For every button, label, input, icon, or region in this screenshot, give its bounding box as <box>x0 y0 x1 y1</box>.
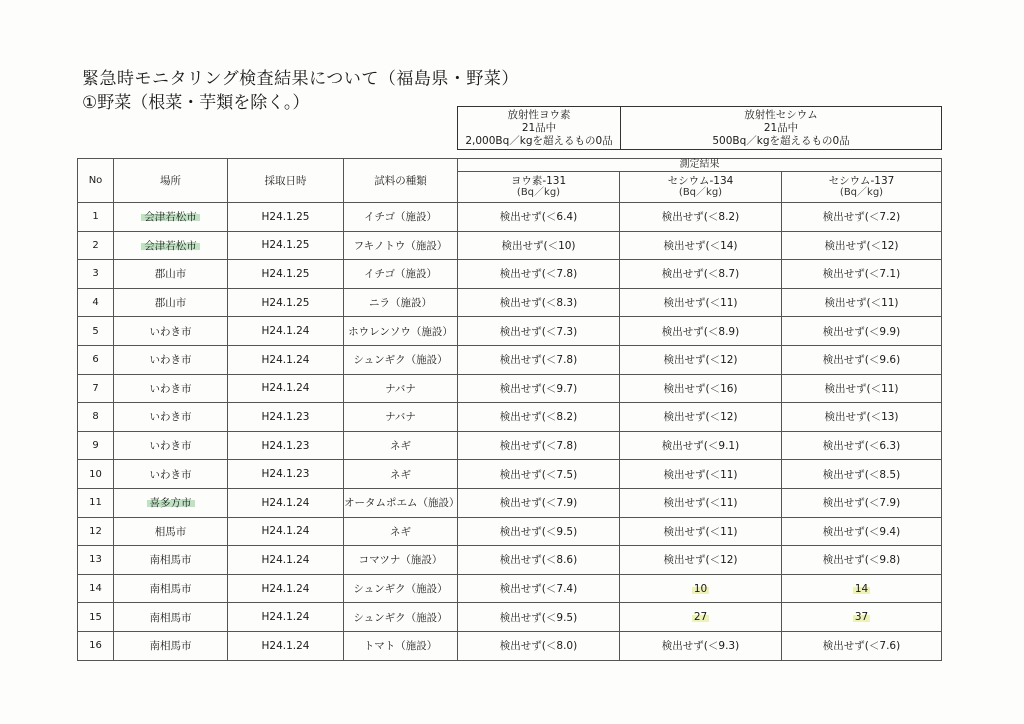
cell-i131: 検出せず(＜8.2) <box>458 403 620 432</box>
summary-box <box>457 106 942 150</box>
header-i131 <box>458 172 620 203</box>
summary-cesium-note: 500Bq／kgを超えるもの0品 <box>712 135 850 147</box>
cell-date: H24.1.24 <box>228 374 344 403</box>
cell-sample: ホウレンソウ（施設） <box>344 317 458 346</box>
page-subtitle: ①野菜（根菜・芋類を除く。） <box>82 93 310 113</box>
table-row <box>78 488 942 517</box>
cell-cs134: 検出せず(＜11) <box>620 517 782 546</box>
cell-location <box>114 231 228 260</box>
cell-cs134: 検出せず(＜9.1) <box>620 431 782 460</box>
cell-date: H24.1.24 <box>228 517 344 546</box>
cell-date: H24.1.24 <box>228 488 344 517</box>
table-row <box>78 260 942 289</box>
cell-sample: シュンギク（施設） <box>344 603 458 632</box>
cell-sample: イチゴ（施設） <box>344 260 458 289</box>
header-cs137-unit: (Bq／kg) <box>839 187 884 198</box>
location-text: 会津若松市 <box>141 211 200 223</box>
cell-cs137: 検出せず(＜7.1) <box>782 260 942 289</box>
table-row <box>78 431 942 460</box>
cell-date: H24.1.23 <box>228 403 344 432</box>
cell-cs134: 検出せず(＜8.2) <box>620 203 782 232</box>
cell-cs137: 検出せず(＜8.5) <box>782 460 942 489</box>
header-i131-label: ヨウ素-131 <box>510 175 567 187</box>
table-row <box>78 546 942 575</box>
cell-sample: オータムポエム（施設） <box>344 488 458 517</box>
cell-cs134: 検出せず(＜11) <box>620 288 782 317</box>
cell-cs134: 検出せず(＜12) <box>620 403 782 432</box>
cell-no: 13 <box>78 546 114 575</box>
cell-sample: ナバナ <box>344 403 458 432</box>
cell-cs137: 検出せず(＜11) <box>782 374 942 403</box>
cell-date: H24.1.24 <box>228 317 344 346</box>
cell-i131: 検出せず(＜10) <box>458 231 620 260</box>
cell-location <box>114 203 228 232</box>
cell-no: 3 <box>78 260 114 289</box>
summary-iodine <box>458 107 621 149</box>
cell-no: 16 <box>78 631 114 660</box>
table-row <box>78 574 942 603</box>
cell-location: 南相馬市 <box>114 603 228 632</box>
cell-sample: トマト（施設） <box>344 631 458 660</box>
cell-i131: 検出せず(＜7.8) <box>458 431 620 460</box>
cell-cs134 <box>620 574 782 603</box>
cell-date: H24.1.24 <box>228 631 344 660</box>
cell-cs134: 検出せず(＜11) <box>620 488 782 517</box>
cell-no: 5 <box>78 317 114 346</box>
cell-sample: コマツナ（施設） <box>344 546 458 575</box>
table-row <box>78 288 942 317</box>
page-title: 緊急時モニタリング検査結果について（福島県・野菜） <box>82 69 519 89</box>
table-row <box>78 345 942 374</box>
cell-date: H24.1.25 <box>228 260 344 289</box>
table-row <box>78 603 942 632</box>
cell-no: 8 <box>78 403 114 432</box>
cell-location: いわき市 <box>114 431 228 460</box>
cell-i131: 検出せず(＜8.3) <box>458 288 620 317</box>
cell-i131: 検出せず(＜8.6) <box>458 546 620 575</box>
cell-cs134 <box>620 603 782 632</box>
cell-date: H24.1.23 <box>228 460 344 489</box>
summary-cesium-label: 放射性セシウム <box>744 109 818 121</box>
header-cs137 <box>782 172 942 203</box>
cell-cs137: 検出せず(＜9.8) <box>782 546 942 575</box>
cell-cs134: 検出せず(＜12) <box>620 345 782 374</box>
cell-cs137: 検出せず(＜12) <box>782 231 942 260</box>
cell-no: 1 <box>78 203 114 232</box>
cell-i131: 検出せず(＜7.8) <box>458 345 620 374</box>
cell-no: 7 <box>78 374 114 403</box>
cell-sample: イチゴ（施設） <box>344 203 458 232</box>
detected-value: 10 <box>693 582 708 595</box>
cell-date: H24.1.25 <box>228 231 344 260</box>
table-row <box>78 517 942 546</box>
cell-no: 10 <box>78 460 114 489</box>
table-row <box>78 374 942 403</box>
cell-i131: 検出せず(＜9.5) <box>458 517 620 546</box>
location-text: 喜多方市 <box>147 497 195 509</box>
cell-cs137: 検出せず(＜7.9) <box>782 488 942 517</box>
cell-no: 15 <box>78 603 114 632</box>
cell-date: H24.1.25 <box>228 203 344 232</box>
summary-iodine-note: 2,000Bq／kgを超えるもの0品 <box>465 135 613 147</box>
cell-cs134: 検出せず(＜8.7) <box>620 260 782 289</box>
header-results: 測定結果 <box>458 159 942 172</box>
cell-i131: 検出せず(＜7.8) <box>458 260 620 289</box>
cell-location: 南相馬市 <box>114 546 228 575</box>
header-cs134-unit: (Bq／kg) <box>678 187 723 198</box>
summary-cesium <box>621 107 941 149</box>
table-row <box>78 403 942 432</box>
cell-cs137: 検出せず(＜9.6) <box>782 345 942 374</box>
cell-cs137: 検出せず(＜9.4) <box>782 517 942 546</box>
cell-no: 12 <box>78 517 114 546</box>
table-row <box>78 460 942 489</box>
cell-cs137: 検出せず(＜9.9) <box>782 317 942 346</box>
cell-sample: シュンギク（施設） <box>344 345 458 374</box>
cell-date: H24.1.24 <box>228 345 344 374</box>
header-no: No <box>78 159 114 203</box>
cell-sample: ニラ（施設） <box>344 288 458 317</box>
cell-no: 4 <box>78 288 114 317</box>
cell-cs137: 検出せず(＜6.3) <box>782 431 942 460</box>
cell-i131: 検出せず(＜7.3) <box>458 317 620 346</box>
header-cs134 <box>620 172 782 203</box>
cell-i131: 検出せず(＜9.5) <box>458 603 620 632</box>
cell-cs134: 検出せず(＜8.9) <box>620 317 782 346</box>
cell-location: いわき市 <box>114 403 228 432</box>
header-location: 場所 <box>114 159 228 203</box>
cell-date: H24.1.24 <box>228 603 344 632</box>
cell-sample: ネギ <box>344 431 458 460</box>
table-row <box>78 203 942 232</box>
cell-no: 14 <box>78 574 114 603</box>
cell-cs137 <box>782 574 942 603</box>
cell-date: H24.1.23 <box>228 431 344 460</box>
cell-sample: ナバナ <box>344 374 458 403</box>
cell-cs134: 検出せず(＜14) <box>620 231 782 260</box>
header-cs137-label: セシウム-137 <box>828 175 895 187</box>
cell-location: 郡山市 <box>114 288 228 317</box>
cell-no: 9 <box>78 431 114 460</box>
cell-cs137: 検出せず(＜7.6) <box>782 631 942 660</box>
cell-location: いわき市 <box>114 460 228 489</box>
cell-cs137 <box>782 603 942 632</box>
location-text: 会津若松市 <box>141 240 200 252</box>
cell-cs137: 検出せず(＜11) <box>782 288 942 317</box>
cell-cs137: 検出せず(＜13) <box>782 403 942 432</box>
cell-i131: 検出せず(＜7.5) <box>458 460 620 489</box>
cell-cs134: 検出せず(＜11) <box>620 460 782 489</box>
detected-value: 37 <box>854 611 869 624</box>
cell-i131: 検出せず(＜6.4) <box>458 203 620 232</box>
cell-location: 相馬市 <box>114 517 228 546</box>
cell-sample: ネギ <box>344 460 458 489</box>
detected-value: 14 <box>854 582 869 595</box>
cell-no: 6 <box>78 345 114 374</box>
table-row <box>78 631 942 660</box>
cell-location <box>114 488 228 517</box>
cell-cs134: 検出せず(＜12) <box>620 546 782 575</box>
cell-i131: 検出せず(＜7.9) <box>458 488 620 517</box>
cell-location: 郡山市 <box>114 260 228 289</box>
summary-cesium-count: 21品中 <box>763 122 799 134</box>
header-date: 採取日時 <box>228 159 344 203</box>
cell-cs137: 検出せず(＜7.2) <box>782 203 942 232</box>
detected-value: 27 <box>693 611 708 624</box>
cell-date: H24.1.24 <box>228 546 344 575</box>
header-i131-unit: (Bq／kg) <box>516 187 561 198</box>
header-sample: 試料の種類 <box>344 159 458 203</box>
table-row <box>78 231 942 260</box>
header-cs134-label: セシウム-134 <box>667 175 734 187</box>
cell-location: いわき市 <box>114 374 228 403</box>
cell-sample: シュンギク（施設） <box>344 574 458 603</box>
summary-iodine-label: 放射性ヨウ素 <box>507 109 571 121</box>
cell-sample: フキノトウ（施設） <box>344 231 458 260</box>
cell-location: いわき市 <box>114 345 228 374</box>
cell-no: 2 <box>78 231 114 260</box>
cell-no: 11 <box>78 488 114 517</box>
cell-location: いわき市 <box>114 317 228 346</box>
results-table <box>77 158 942 661</box>
cell-cs134: 検出せず(＜9.3) <box>620 631 782 660</box>
cell-i131: 検出せず(＜9.7) <box>458 374 620 403</box>
cell-i131: 検出せず(＜7.4) <box>458 574 620 603</box>
cell-cs134: 検出せず(＜16) <box>620 374 782 403</box>
cell-date: H24.1.24 <box>228 574 344 603</box>
cell-date: H24.1.25 <box>228 288 344 317</box>
cell-i131: 検出せず(＜8.0) <box>458 631 620 660</box>
cell-location: 南相馬市 <box>114 574 228 603</box>
cell-location: 南相馬市 <box>114 631 228 660</box>
summary-iodine-count: 21品中 <box>521 122 557 134</box>
table-row <box>78 317 942 346</box>
cell-sample: ネギ <box>344 517 458 546</box>
